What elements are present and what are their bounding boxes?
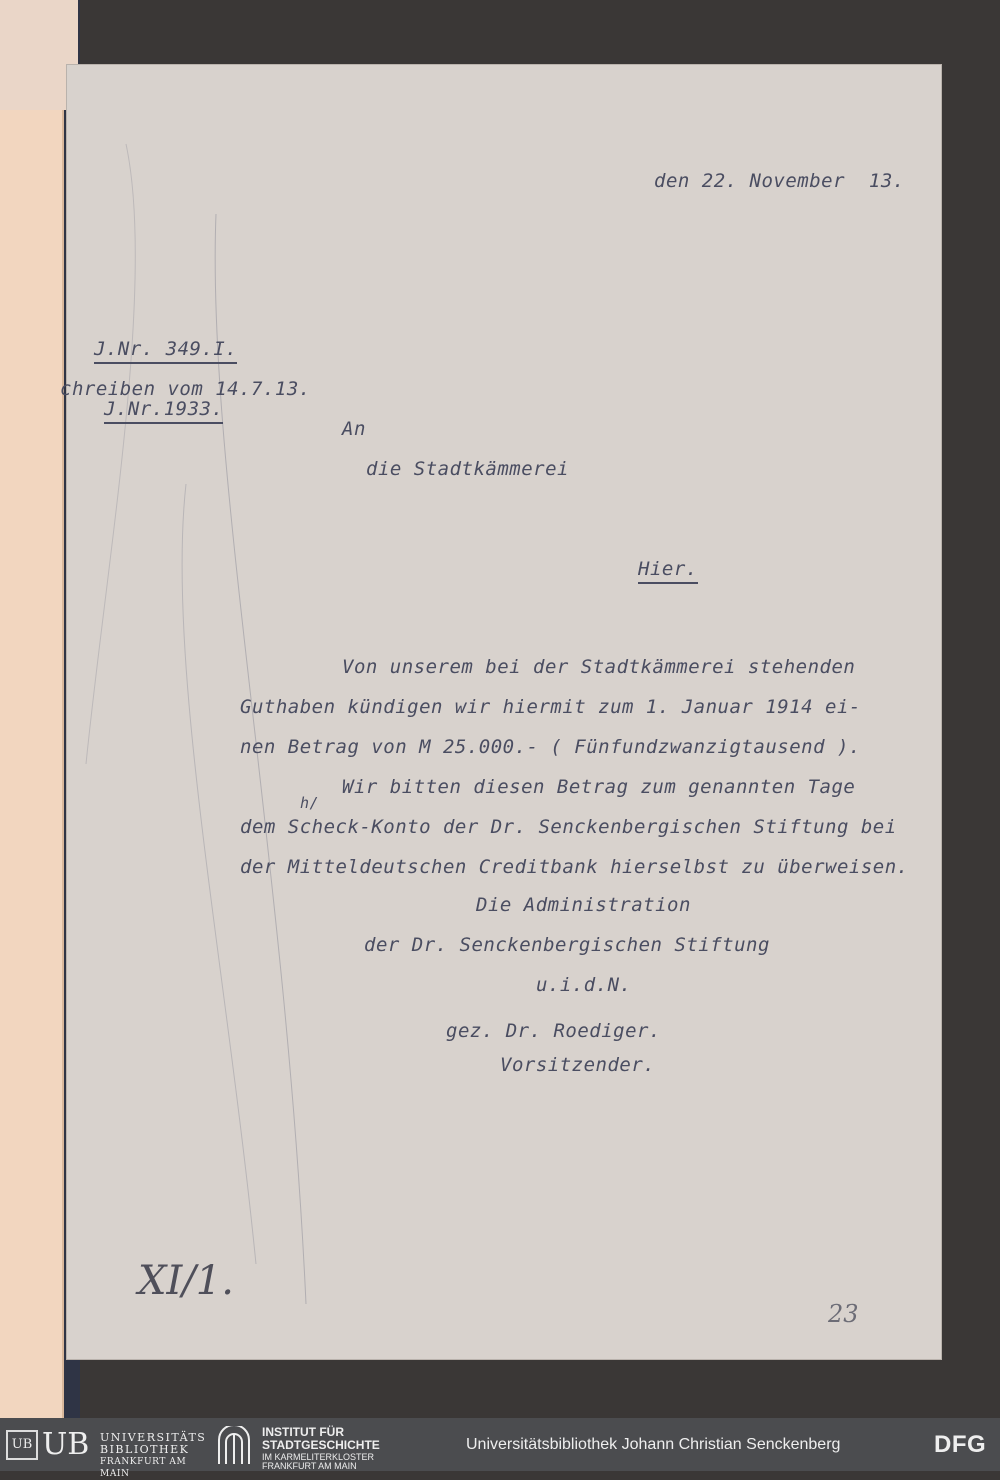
signature-line: der Dr. Senckenbergischen Stiftung [364, 934, 770, 956]
isg-line: STADTGESCHICHTE [262, 1438, 380, 1452]
body-line: Von unserem bei der Stadtkämmerei stehenden [342, 656, 856, 678]
arch-icon [216, 1426, 252, 1464]
recipient: die Stadtkämmerei [366, 458, 569, 480]
body-line: Wir bitten diesen Betrag zum genannten Tage [342, 776, 856, 798]
signature-line: u.i.d.N. [536, 974, 632, 996]
ub-emblem-icon: UB [6, 1430, 38, 1460]
pencil-page-number: 23 [828, 1300, 859, 1328]
signature-line: Die Administration [476, 894, 691, 916]
backing-paper-strip [0, 110, 64, 1418]
signature-line: Vorsitzender. [500, 1054, 656, 1076]
location: Hier. [638, 558, 698, 584]
ub-line: BIBLIOTHEK [100, 1443, 190, 1456]
body-line: Guthaben kündigen wir hiermit zum 1. Januar 1914 ei- [240, 696, 861, 718]
letter-page [60, 64, 942, 1360]
salutation: An [342, 418, 366, 440]
pencil-stroke [86, 144, 135, 764]
letter-date: den 22. November 13. [654, 170, 905, 192]
correction-mark: h/ [300, 794, 320, 812]
body-line: nen Betrag von M 25.000.- ( Fünfundzwanzigtausend ). [240, 736, 861, 758]
isg-logo[interactable] [216, 1422, 416, 1471]
ub-initials: UB [42, 1427, 90, 1462]
isg-line: INSTITUT FÜR [262, 1425, 344, 1439]
body-line: dem Scheck-Konto der Dr. Senckenbergischen Stiftung bei [240, 816, 897, 838]
body-line: der Mitteldeutschen Creditbank hierselbst zu überweisen. [240, 856, 909, 878]
isg-line: FRANKFURT AM MAIN [262, 1461, 357, 1471]
dfg-logo[interactable]: DFG [934, 1431, 987, 1458]
isg-line: IM KARMELITERKLOSTER [262, 1452, 375, 1462]
reference-number: J.Nr.1933. [104, 398, 223, 424]
reference-letter: chreiben vom 14.7.13. [60, 378, 311, 400]
signature-line: gez. Dr. Roediger. [446, 1020, 661, 1042]
ub-line: FRANKFURT AM MAIN [100, 1457, 187, 1479]
journal-number: J.Nr. 349.I. [94, 338, 237, 364]
footer-title[interactable]: Universitätsbibliothek Johann Christian Senckenberg [466, 1436, 841, 1453]
ub-line: UNIVERSITÄTS [100, 1431, 207, 1444]
footer-bar [0, 1418, 1000, 1479]
ub-logo[interactable] [6, 1426, 207, 1479]
pencil-mark: XI/1. [138, 1258, 234, 1304]
